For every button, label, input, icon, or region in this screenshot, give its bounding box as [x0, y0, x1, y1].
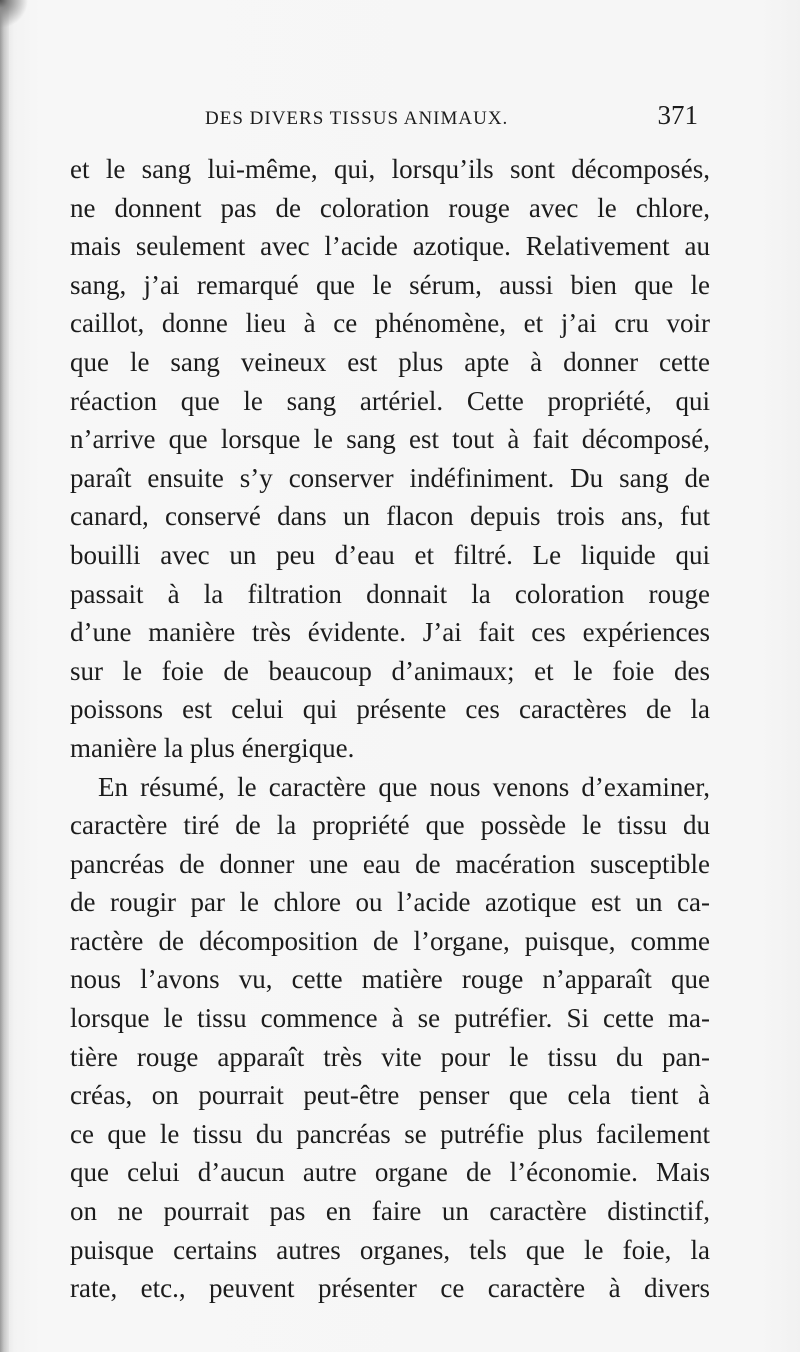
text-line: on ne pourrait pas en faire un caractère distinctif, — [70, 1196, 710, 1227]
body-text — [70, 150, 710, 1308]
page-gutter-edge — [0, 0, 9, 1352]
text-line: bouilli avec un peu d’eau et filtré. Le liquide qui — [70, 539, 710, 570]
text-line: poissons est celui qui présente ces caractères de la — [70, 694, 710, 725]
text-line: passait à la filtration donnait la coloration rouge — [70, 578, 710, 609]
text-line: caillot, donne lieu à ce phénomène, et j’ai cru voir — [70, 308, 710, 339]
text-line: créas, on pourrait peut-être penser que cela tient à — [70, 1080, 710, 1111]
text-line: ce que le tissu du pancréas se putréfie plus facilement — [70, 1118, 710, 1149]
paragraph-last-line: manière la plus énergique. — [70, 732, 355, 763]
text-line: tière rouge apparaît très vite pour le tissu du pan- — [70, 1041, 710, 1072]
text-line: sur le foie de beaucoup d’animaux; et le foie des — [70, 655, 710, 686]
text-line: sang, j’ai remarqué que le sérum, aussi bien que le — [70, 269, 710, 300]
page-corner-shadow — [0, 0, 30, 30]
text-line: pancréas de donner une eau de macération susceptible — [70, 848, 710, 879]
text-line: n’arrive que lorsque le sang est tout à fait décomposé, — [70, 424, 710, 455]
text-line: mais seulement avec l’acide azotique. Relativement au — [70, 231, 710, 262]
text-line: rate, etc., peuvent présenter ce caractère à divers — [70, 1273, 710, 1304]
text-line: lorsque le tissu commence à se putréfier. Si cette ma- — [70, 1003, 710, 1034]
paragraph-first-line: En résumé, le caractère que nous venons d’examiner, — [98, 771, 710, 802]
text-line: de rougir par le chlore ou l’acide azotique est un ca- — [70, 887, 710, 918]
text-line: nous l’avons vu, cette matière rouge n’apparaît que — [70, 964, 710, 995]
page-header — [70, 100, 710, 140]
text-line: puisque certains autres organes, tels que le foie, la — [70, 1234, 710, 1265]
text-line: et le sang lui-même, qui, lorsqu’ils sont décomposés, — [70, 154, 710, 184]
text-line: caractère tiré de la propriété que possède le tissu du — [70, 810, 710, 841]
text-line: ractère de décomposition de l’organe, puisque, comme — [70, 925, 710, 956]
page-number: 371 — [657, 100, 698, 130]
text-line: que le sang veineux est plus apte à donner cette — [70, 346, 710, 377]
running-title: DES DIVERS TISSUS ANIMAUX. — [205, 108, 509, 129]
text-line: d’une manière très évidente. J’ai fait ces expériences — [70, 617, 710, 648]
text-line: réaction que le sang artériel. Cette propriété, qui — [70, 385, 710, 416]
text-line: ne donnent pas de coloration rouge avec le chlore, — [70, 192, 710, 223]
text-line: que celui d’aucun autre organe de l’économie. Mais — [70, 1157, 710, 1188]
text-line: canard, conservé dans un flacon depuis trois ans, fut — [70, 501, 710, 532]
text-line: paraît ensuite s’y conserver indéfiniment. Du sang de — [70, 462, 710, 493]
